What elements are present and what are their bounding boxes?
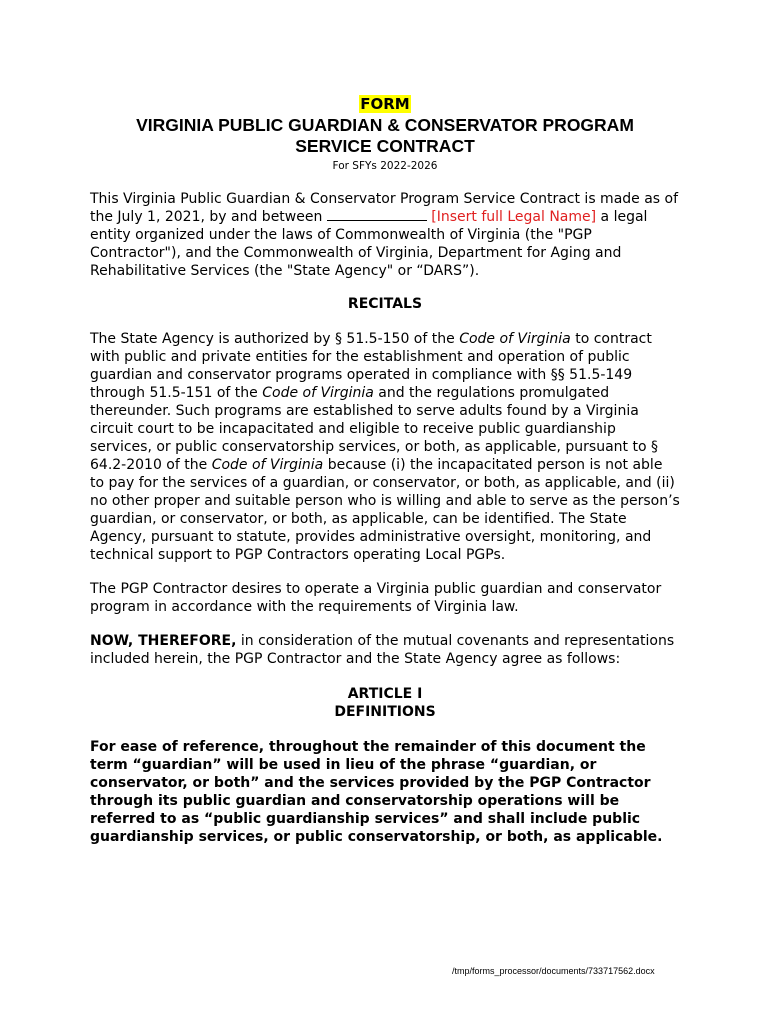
- intro-text-before-blank: This Virginia Public Guardian & Conservator Program Service Contract is made as of the July 1, 2021, by and between: [90, 191, 679, 225]
- recitals-paragraph-2: The PGP Contractor desires to operate a Virginia public guardian and conservator program in accordance with the requirements of Virginia law.: [90, 581, 662, 615]
- recitals-p3-rest: in consideration of the mutual covenants and representations included herein, the PGP Contractor and the State Agency agree as follows:: [90, 633, 675, 667]
- intro-paragraph: [90, 190, 680, 280]
- recitals-p1-part1: The State Agency is authorized by § 51.5-150 of the: [90, 331, 460, 347]
- form-label: FORM: [360, 95, 410, 113]
- form-label-line: [90, 94, 680, 114]
- recitals-paragraph-1: [90, 330, 680, 564]
- code-of-virginia-ref-2: Code of Virginia: [262, 385, 374, 401]
- recitals-heading: RECITALS: [347, 296, 423, 312]
- document-footer-path: /tmp/forms_processor/documents/733717562.docx: [452, 966, 655, 976]
- code-of-virginia-ref-1: Code of Virginia: [459, 331, 571, 347]
- now-therefore-label: NOW, THEREFORE,: [90, 633, 237, 649]
- recitals-p1-part2: to contract with public and private entities for the establishment and operation of public guardian and conservator programs operated in compliance with §§ 51.5-149 through 51.5-151 of the: [90, 331, 652, 401]
- document-title: [90, 115, 680, 157]
- recitals-p1-part3: and the regulations promulgated thereunder. Such programs are established to serve adults found by a Virginia circuit court to be incapacitated and eligible to receive public guardianship services, or public conservatorship services, or both, as applicable, pursuant to § 64.2-2010 of the: [90, 385, 658, 473]
- document-title-line1: VIRGINIA PUBLIC GUARDIAN & CONSERVATOR PROGRAM: [136, 115, 634, 135]
- article-1-number: ARTICLE I: [347, 686, 423, 702]
- legal-name-blank[interactable]: [327, 208, 427, 221]
- code-of-virginia-ref-3: Code of Virginia: [211, 457, 324, 473]
- legal-name-placeholder: [Insert full Legal Name]: [431, 209, 597, 225]
- document-title-line2: SERVICE CONTRACT: [295, 136, 475, 156]
- document-page: [90, 94, 680, 846]
- document-subtitle: For SFYs 2022-2026: [332, 160, 438, 172]
- article-1-title: DEFINITIONS: [334, 704, 436, 720]
- recitals-paragraph-3: [90, 632, 680, 668]
- article-1-heading: [90, 685, 680, 721]
- intro-text-after-placeholder: a legal entity organized under the laws of Commonwealth of Virginia (the "PGP Contractor"), and the Commonwealth of Virginia, Department for Aging and Rehabilitative Services (the "State Agency" or “DARS”).: [90, 209, 648, 279]
- definitions-paragraph: For ease of reference, throughout the remainder of this document the term “guardian” will be used in lieu of the phrase “guardian, or conservator, or both” and the services provided by the PGP Contractor through its public guardian and conservatorship operations will be referred to as “public guardianship services” and shall include public guardianship services, or public conservatorship, or both, as applicable.: [90, 739, 663, 845]
- recitals-p1-part4: because (i) the incapacitated person is not able to pay for the services of a guardian, or conservator, or both, as applicable, and (ii) no other proper and suitable person who is willing and able to serve as the person’s guardian, or conservator, or both, as applicable, can be identified. The State Agency, pursuant to statute, provides administrative oversight, monitoring, and technical support to PGP Contractors operating Local PGPs.: [90, 457, 680, 563]
